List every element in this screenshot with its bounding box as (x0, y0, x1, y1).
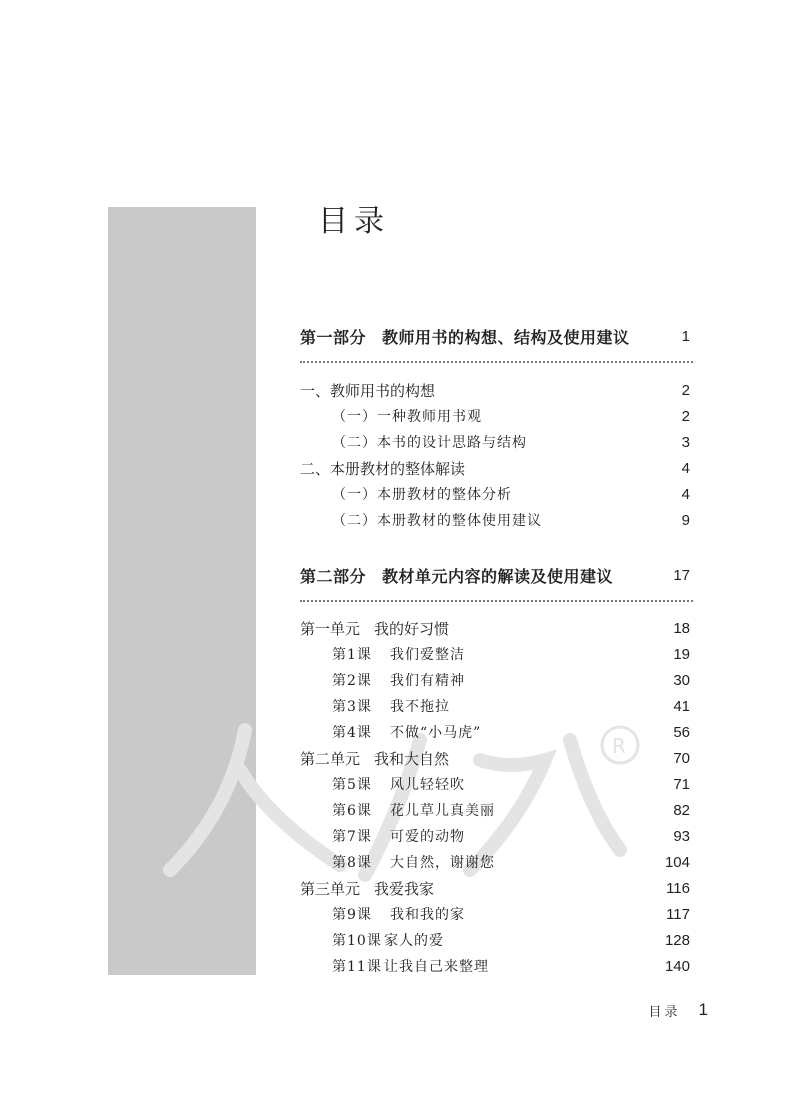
toc-entry-unit[interactable]: 第一单元 我的好习惯 18 (300, 619, 690, 638)
toc-entry-lesson[interactable]: 第6课 花儿草儿真美丽 82 (332, 801, 690, 819)
toc-entry-unit[interactable]: 第二单元 我和大自然 70 (300, 749, 690, 768)
svg-text:R: R (612, 734, 626, 758)
page-number: 1 (681, 327, 690, 345)
part1-entries (300, 377, 690, 533)
toc-entry-lesson[interactable]: 第11课 让我自己来整理 140 (332, 957, 690, 975)
dotted-divider (300, 600, 693, 602)
part-heading-2[interactable]: 第二部分 教材单元内容的解读及使用建议 17 (300, 566, 690, 586)
footer-page-number: 1 (698, 1000, 708, 1019)
footer-section-label: 目录 (648, 1004, 681, 1020)
page-number: 17 (673, 566, 690, 584)
toc-entry-subsection[interactable]: （一）一种教师用书观 2 (332, 407, 690, 425)
toc-entry-lesson[interactable]: 第5课 风儿轻轻吹 71 (332, 775, 690, 793)
toc-entry-lesson[interactable]: 第3课 我不拖拉 41 (332, 697, 690, 715)
toc-entry-subsection[interactable]: （二）本书的设计思路与结构 3 (332, 433, 690, 451)
toc-entry-subsection[interactable]: （一）本册教材的整体分析 4 (332, 485, 690, 503)
toc-entry-lesson[interactable]: 第10课 家人的爱 128 (332, 931, 690, 949)
toc-entry-lesson[interactable]: 第9课 我和我的家 117 (332, 905, 690, 923)
toc-entry-lesson[interactable]: 第8课 大自然，谢谢您 104 (332, 853, 690, 871)
page-title: 目录 (318, 204, 390, 239)
toc-entry-section[interactable]: 一、教师用书的构想 2 (300, 381, 690, 400)
dotted-divider (300, 361, 693, 363)
part-heading-1[interactable]: 第一部分 教师用书的构想、结构及使用建议 1 (300, 327, 690, 347)
toc-entry-subsection[interactable]: （二）本册教材的整体使用建议 9 (332, 511, 690, 529)
toc-entry-lesson[interactable]: 第7课 可爱的动物 93 (332, 827, 690, 845)
toc-entry-lesson[interactable]: 第4课 不做“小马虎” 56 (332, 723, 690, 741)
gray-sidebar-band (108, 207, 256, 975)
toc-entry-lesson[interactable]: 第1课 我们爱整洁 19 (332, 645, 690, 663)
part2-entries (300, 615, 690, 979)
toc-entry-lesson[interactable]: 第2课 我们有精神 30 (332, 671, 690, 689)
toc-entry-section[interactable]: 二、本册教材的整体解读 4 (300, 459, 690, 478)
toc-entry-unit[interactable]: 第三单元 我爱我家 116 (300, 879, 690, 898)
page-footer (649, 1000, 708, 1020)
